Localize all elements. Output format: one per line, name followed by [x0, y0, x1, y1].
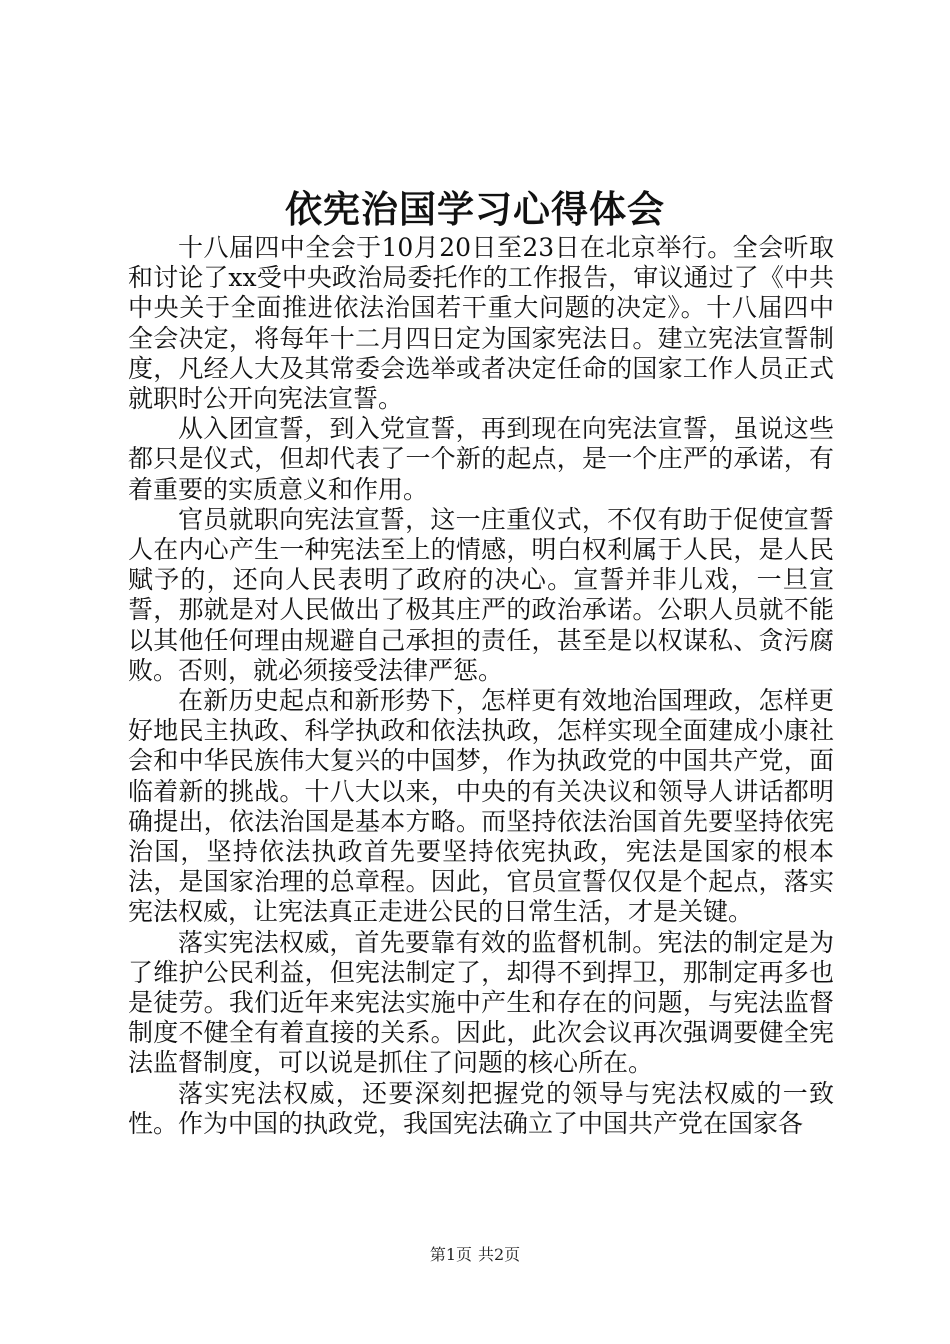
paragraph: 十八届四中全会于10月20日至23日在北京举行。全会听取和讨论了xx受中央政治局委托作的工作报告，审议通过了《中共中央关于全面推进依法治国若干重大问题的决定》。十八届四中全会决定，将每年十二月四日定为国家宪法日。建立宪法宣誓制度，凡经人大及其常委会选举或者决定任命的国家工作人员正式就职时公开向宪法宣誓。	[128, 233, 834, 414]
page-footer	[0, 1245, 950, 1265]
document-title: 依宪治国学习心得体会	[285, 187, 665, 231]
paragraph: 落实宪法权威，还要深刻把握党的领导与宪法权威的一致性。作为中国的执政党，我国宪法确立了中国共产党在国家各	[128, 1078, 834, 1138]
document-body	[128, 233, 834, 1139]
page-total: 共2页	[478, 1245, 521, 1264]
paragraph: 从入团宣誓，到入党宣誓，再到现在向宪法宣誓，虽说这些都只是仪式，但却代表了一个新的起点，是一个庄严的承诺，有着重要的实质意义和作用。	[128, 414, 834, 504]
paragraph: 落实宪法权威，首先要靠有效的监督机制。宪法的制定是为了维护公民利益，但宪法制定了，却得不到捍卫，那制定再多也是徒劳。我们近年来宪法实施中产生和存在的问题，与宪法监督制度不健全有着直接的关系。因此，此次会议再次强调要健全宪法监督制度，可以说是抓住了问题的核心所在。	[128, 927, 834, 1078]
page-number: 第1页	[429, 1245, 472, 1264]
paragraph: 在新历史起点和新形势下，怎样更有效地治国理政，怎样更好地民主执政、科学执政和依法执政，怎样实现全面建成小康社会和中华民族伟大复兴的中国梦，作为执政党的中国共产党，面临着新的挑战。十八大以来，中央的有关决议和领导人讲话都明确提出，依法治国是基本方略。而坚持依法治国首先要坚持依宪治国，坚持依法执政首先要坚持依宪执政，宪法是国家的根本法，是国家治理的总章程。因此，官员宣誓仅仅是个起点，落实宪法权威，让宪法真正走进公民的日常生活，才是关键。	[128, 686, 834, 927]
paragraph: 官员就职向宪法宣誓，这一庄重仪式，不仅有助于促使宣誓人在内心产生一种宪法至上的情感，明白权利属于人民，是人民赋予的，还向人民表明了政府的决心。宣誓并非儿戏，一旦宣誓，那就是对人民做出了极其庄严的政治承诺。公职人员就不能以其他任何理由规避自己承担的责任，甚至是以权谋私、贪污腐败。否则，就必须接受法律严惩。	[128, 504, 834, 685]
